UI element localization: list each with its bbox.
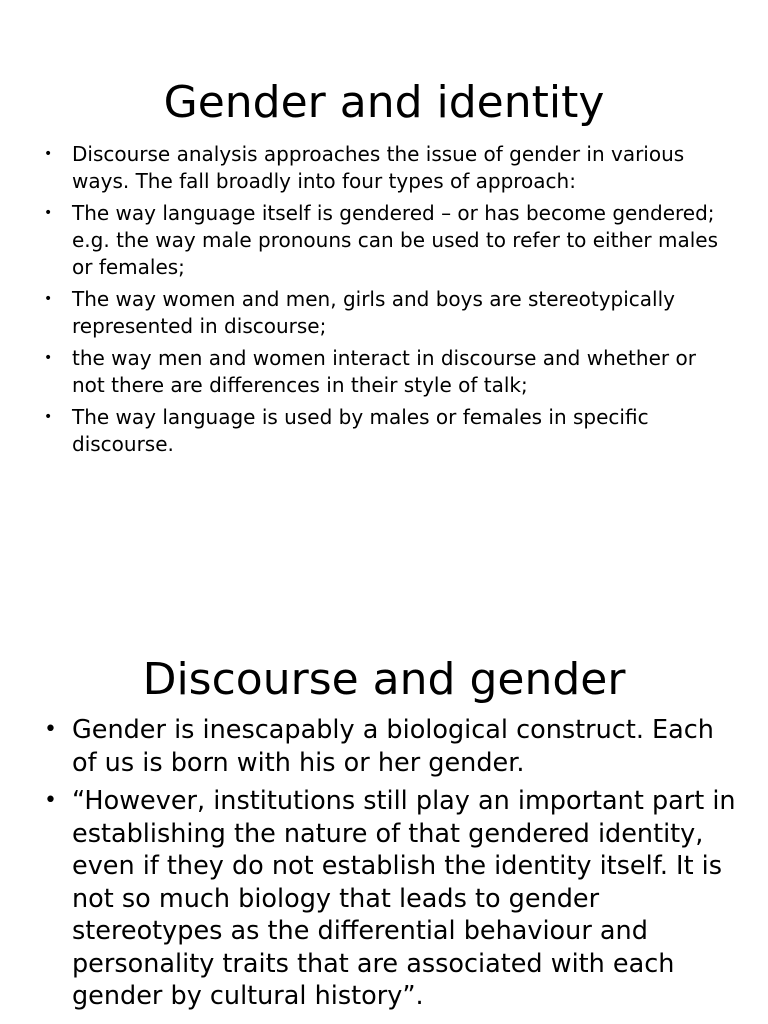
list-item — [40, 200, 730, 281]
list-item — [40, 714, 740, 779]
list-item — [40, 404, 730, 458]
slide-title: Gender and identity — [163, 77, 605, 129]
slide-discourse-and-gender — [0, 576, 768, 1024]
bullet-text: The way language itself is gendered – or has become gendered; e.g. the way male pronouns can be used to refer to either males or females; — [72, 201, 719, 279]
bullet-text: the way men and women interact in discourse and whether or not there are differences in their style of talk; — [72, 346, 696, 397]
list-item — [40, 141, 730, 195]
bullet-list — [40, 714, 740, 1019]
bullet-text: Gender is inescapably a biological construct. Each of us is born with his or her gender. — [72, 715, 714, 778]
bullet-text: “However, institutions still play an important part in establishing the nature of that gendered identity, even if they do not establish the identity itself. It is not so much biology that leads to gender stereotypes as the differential behaviour and personality traits that are associated with each gender by cultural history”. — [72, 786, 736, 1011]
list-item — [40, 286, 730, 340]
bullet-text: The way women and men, girls and boys are stereotypically represented in discourse; — [72, 287, 675, 338]
list-item — [40, 345, 730, 399]
bullet-icon: • — [44, 350, 53, 366]
bullet-icon: • — [44, 146, 53, 162]
bullet-icon: • — [44, 788, 57, 813]
list-item — [40, 785, 740, 1013]
bullet-text: The way language is used by males or females in specific discourse. — [72, 405, 649, 456]
bullet-icon: • — [44, 205, 53, 221]
slide-title: Discourse and gender — [142, 654, 626, 706]
bullet-icon: • — [44, 717, 57, 742]
bullet-list — [40, 141, 730, 463]
bullet-icon: • — [44, 291, 53, 307]
bullet-text: Discourse analysis approaches the issue of gender in various ways. The fall broadly into four types of approach: — [72, 142, 685, 193]
bullet-icon: • — [44, 409, 53, 425]
